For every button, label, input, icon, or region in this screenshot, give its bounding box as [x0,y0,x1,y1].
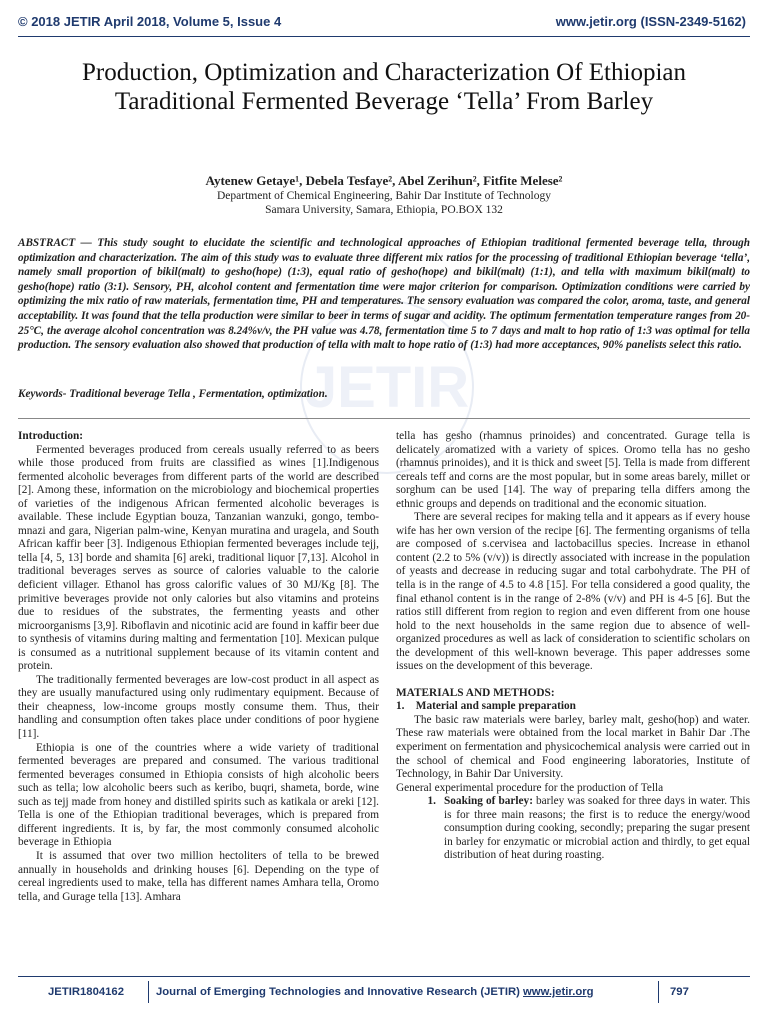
keywords: Keywords- Traditional beverage Tella , Fermentation, optimization. [18,388,328,400]
left-column [18,430,379,904]
subsection-heading [396,700,750,714]
paragraph: tella has gesho (rhamnus prinoides) and concentrated. Gurage tella is delicately aromatized with a variety of spices. Oromo tella has no gesho (rhamnus prinoides), and it is thick and sweet [5]. Tella is made from different cereals teff and corns are the most popular, but in some areas barely, millet or sorghum can be used [14]. The way of preparing tella differs among the ethnic groups and depends on traditional and the economic situation. [396,430,750,510]
page-header [0,0,768,40]
paper-title: Production, Optimization and Characterization Of Ethiopian Taraditional Fermented Beverage ‘Tella’ From Barley [81,59,686,115]
step-body: barley was soaked for three days in water. This is for three main reasons; the first is to reduce the energy/wood consumption during cooking, secondly; preparing the sugar present in barley for enzymatic or microbial action and thirdly, to get equal distribution of heat during roasting. [444,795,751,862]
procedure-step [396,795,750,863]
subsection-title: Material and sample preparation [415,700,576,713]
affiliation-line: Samara University, Samara, Ethiopia, PO.BOX 132 [265,204,503,216]
step-text [444,795,750,863]
section-heading-introduction: Introduction: [18,430,84,442]
author-list: Aytenew Getaye¹, Debela Tesfaye², Abel Zerihun², Fitfite Melese² [205,173,563,188]
step-number: 1. [427,795,436,808]
footer-separator [658,981,659,1003]
paragraph: The traditionally fermented beverages are low-cost product in all aspect as they are usually manufactured using only rudimentary equipment. Because of their cheapness, low-income groups mostly consume them. Thus, their handling and consumption often takes place under conditions of poor hygiene [11]. [18,673,379,741]
journal-name [156,986,594,998]
journal-website-issn: www.jetir.org (ISSN-2349-5162) [555,14,746,29]
affiliation-line: Department of Chemical Engineering, Bahir Dar Institute of Technology [217,190,551,202]
paragraph: There are several recipes for making tella and it appears as if every house wife has her own version of the recipe [6]. The fermenting organisms of tella are composed of s.cervisea and lactobacillus species. Increase in ethanol content (2.2 to 5% (v/v)) is directly associated with increase in the population of yeasts and decrease in reducing sugar and total carbohydrate. The PH of tella is in the range of 4.5 to 4.8 [15]. For tella considered a good quality, the final ethanol content is in the range of 2-8% (v/v) and PH is 4-5 [6]. But the ratios still different from region to region and even different from one house hold to the next households in the same region due to absence of well-organized procedures as well as lack of consideration to scientific scholars on the development of this well-known beverage. This paper addresses some issues on the development of this beverage. [396,511,750,673]
paragraph: Fermented beverages produced from cereals usually referred to as beers while those produced from fruits are classified as wines [1].Indigenous fermented alcoholic beverages from different parts of the world are described [2]. Among these, information on the microbiology and biochemical properties of varieties of the indigenous African fermented alcoholic beverages is available. These include Egyptian bouza, Tanzanian wanzuki, gongo, tembo-mnazi and gara, Nigerian palm-wine, Kenyan muratina and uragela, and South African kaffir beer [3]. Indigenous Ethiopian fermented beverages include tejj, tella [4, 5, 13] borde and shamita [6] areki, traditional liquor [7,13]. Alcohol in traditional beverages serves as source of calories valuable to the calorie deficient villager. Ethanol has gross calorific values of 30 MJ/Kg [8]. The primitive beverages provide not only calories but also vitamins and proteins due to residues of the substrates, the fermenting yeasts and other microorganisms [3,9]. Riboflavin and nicotinic acid are found in kaffir beer due to synthesis of vitamins during malting and fermentation [10]. Mexican pulque is consumed as a nutritional supplement because of its vitamin content and protein. [18,443,379,673]
affiliations [0,189,768,217]
article-id: JETIR1804162 [48,986,124,998]
page-footer [18,976,750,1003]
paragraph: It is assumed that over two million hectoliters of tella to be brewed annually in households and drinking houses [6]. Depending on the type of cereal ingredients used to make, tella has different names Amhara tella, Oromo tella, and Gurage tella [13]. Amhara [18,849,379,903]
journal-issue-info: © 2018 JETIR April 2018, Volume 5, Issue 4 [18,14,282,29]
paragraph: The basic raw materials were barley, barley malt, gesho(hop) and water. These raw materials were obtained from the local market in Bahir Dar .The experiment on fermentation and physicochemical analysis were carried out in the school of chemical and Food engineering laboratories, Institute of Technology, in Bahir Dar University. [396,713,750,781]
journal-url-link[interactable]: www.jetir.org [523,986,594,998]
paragraph: Ethiopia is one of the countries where a wide variety of traditional fermented beverages are prepared and consumed. The various traditional fermented beverages consumed in Ethiopia consists of high alcoholic beers such as tella; low alcoholic beers such as keribo, buqri, shameta, borde, wine such as tejj made from honey and distilled spirits such as katikala or areki [12]. Tella is one of the Ethiopian traditional beverages, which is prepared from different ingredients. It is, by far, the most commonly consumed alcoholic beverage in Ethiopia [18,741,379,849]
footer-separator [148,981,149,1003]
subsection-number: 1. [396,700,405,713]
journal-title: Journal of Emerging Technologies and Innovative Research (JETIR) [156,986,524,998]
abstract: ABSTRACT — This study sought to elucidate the scientific and technological approaches of Ethiopian traditional fermented beverage tella, through optimization and characterization. The aim of this study was to evaluate three different mix ratios for the processing of traditional Ethiopian beverage ‘tella’, namely small proportion of bikil(malt) to gesho(hope) (1:3), equal ratio of gesho(hope) and bikil(malt) (1:1), and tella with maximum bikil(malt) to gesho(hope) ratio (3:1). Sensory, PH, alcohol content and fermentation time were major criterion for comparison. Optimization conditions were carried by optimizing the mix ratio of raw materials, fermentation time, PH and temperatures. The sensory evaluation was compared the color, aroma, taste, and general acceptability. It was found that the tella production were similar to beer in terms of sugar and acidity. The optimum fermentation temperature ranges from 20-25°C, the average alcohol concentration was 8.24%v/v, the PH value was 4.78, fermentation time 5 to 7 days and malt to hop ratio of 1:3 was optimal for tella production. The sensory evaluation also showed that production of tella with malt to hope ratio of (1:3) had more acceptances, 90% panelists select this ratio. [18,237,750,352]
section-divider [18,418,750,419]
page-number: 797 [670,986,689,998]
header-rule [18,36,750,37]
section-heading-methods: MATERIALS AND METHODS: [396,686,555,699]
procedure-caption: General experimental procedure for the production of Tella [396,781,664,794]
jetir-watermark-logo: JETIR [300,300,474,474]
step-label: Soaking of barley: [444,795,533,808]
right-column [396,430,750,863]
